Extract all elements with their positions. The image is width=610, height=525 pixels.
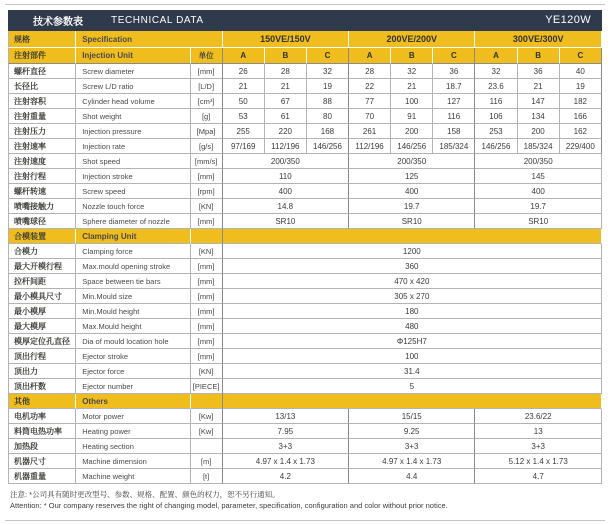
row-label-cn: 注射速度 bbox=[8, 154, 76, 169]
value-cell: 5 bbox=[223, 379, 602, 394]
table-row bbox=[8, 214, 602, 229]
section-unit-cell bbox=[191, 229, 223, 244]
value-cell: 40 bbox=[560, 64, 602, 79]
machine-model-code: YE120W bbox=[545, 14, 591, 26]
row-label-en: Machine weight bbox=[76, 469, 190, 484]
row-label-cn: 电机功率 bbox=[8, 409, 76, 424]
row-label-en: Injection pressure bbox=[76, 124, 190, 139]
value-cell: SR10 bbox=[475, 214, 602, 229]
value-cell: 23.6/22 bbox=[475, 409, 602, 424]
table-row bbox=[8, 364, 602, 379]
value-cell: 158 bbox=[433, 124, 475, 139]
table-row bbox=[8, 289, 602, 304]
value-cell: 97/169 bbox=[223, 139, 265, 154]
row-unit: [KN] bbox=[191, 364, 223, 379]
column-header: A bbox=[223, 48, 265, 64]
column-header: C bbox=[560, 48, 602, 64]
row-label-en: Nozzle touch force bbox=[76, 199, 190, 214]
row-label-cn: 顶出力 bbox=[8, 364, 76, 379]
value-cell: 14.8 bbox=[223, 199, 349, 214]
value-cell: 19 bbox=[307, 79, 349, 94]
table-row bbox=[8, 94, 602, 109]
row-label-cn: 螺杆直径 bbox=[8, 64, 76, 79]
section-filler bbox=[223, 229, 602, 244]
table-row bbox=[8, 184, 602, 199]
unit-column-header: 单位 bbox=[191, 48, 223, 64]
value-cell: 162 bbox=[560, 124, 602, 139]
value-cell: 146/256 bbox=[307, 139, 349, 154]
value-cell: 400 bbox=[475, 184, 602, 199]
value-cell: 200/350 bbox=[349, 154, 475, 169]
value-cell: 36 bbox=[518, 64, 560, 79]
value-cell: SR10 bbox=[223, 214, 349, 229]
table-row bbox=[8, 154, 602, 169]
section-label-cn: 其他 bbox=[8, 394, 76, 409]
row-label-cn: 注射部件 bbox=[8, 48, 76, 64]
value-cell: 3+3 bbox=[475, 439, 602, 454]
column-header: B bbox=[518, 48, 560, 64]
value-cell: 360 bbox=[223, 259, 602, 274]
row-label-en: Screw diameter bbox=[76, 64, 190, 79]
model-name: 200VE/200V bbox=[349, 31, 475, 48]
row-unit: [mm] bbox=[191, 214, 223, 229]
value-cell: 145 bbox=[475, 169, 602, 184]
value-cell: 305 x 270 bbox=[223, 289, 602, 304]
row-label-cn: 螺杆转速 bbox=[8, 184, 76, 199]
value-cell: 3+3 bbox=[223, 439, 349, 454]
value-cell: 220 bbox=[265, 124, 307, 139]
value-cell: 22 bbox=[349, 79, 391, 94]
row-label-en: Dia of mould location hole bbox=[76, 334, 190, 349]
value-cell: 18.7 bbox=[433, 79, 475, 94]
row-label-cn: 机器重量 bbox=[8, 469, 76, 484]
value-cell: 229/400 bbox=[560, 139, 602, 154]
row-label-cn: 最大开模行程 bbox=[8, 259, 76, 274]
row-label-en: Machine dimension bbox=[76, 454, 190, 469]
row-unit: [g/s] bbox=[191, 139, 223, 154]
value-cell: 200/350 bbox=[475, 154, 602, 169]
row-unit: [Mpa] bbox=[191, 124, 223, 139]
value-cell: 116 bbox=[475, 94, 517, 109]
row-unit: [mm] bbox=[191, 319, 223, 334]
page-title-en: TECHNICAL DATA bbox=[111, 14, 204, 26]
row-label-en: Ejector stroke bbox=[76, 349, 190, 364]
row-label-en: Injection Unit bbox=[76, 48, 190, 64]
value-cell: 15/15 bbox=[349, 409, 475, 424]
value-cell: 31.4 bbox=[223, 364, 602, 379]
value-cell: SR10 bbox=[349, 214, 475, 229]
model-name: 300VE/300V bbox=[475, 31, 602, 48]
table-row bbox=[8, 169, 602, 184]
section-row bbox=[8, 229, 602, 244]
table-row bbox=[8, 424, 602, 439]
row-unit: [PIECE] bbox=[191, 379, 223, 394]
row-unit: [mm] bbox=[191, 349, 223, 364]
value-cell: 13/13 bbox=[223, 409, 349, 424]
value-cell: 70 bbox=[349, 109, 391, 124]
row-label-cn: 模厚定位孔直径 bbox=[8, 334, 76, 349]
row-label-en: Injection stroke bbox=[76, 169, 190, 184]
value-cell: 7.95 bbox=[223, 424, 349, 439]
value-cell: 134 bbox=[518, 109, 560, 124]
row-unit: [rpm] bbox=[191, 184, 223, 199]
value-cell: 32 bbox=[391, 64, 433, 79]
section-row bbox=[8, 394, 602, 409]
value-cell: 146/256 bbox=[391, 139, 433, 154]
row-label-en: Motor power bbox=[76, 409, 190, 424]
row-label-en: Ejector number bbox=[76, 379, 190, 394]
value-cell: 255 bbox=[223, 124, 265, 139]
row-label-cn: 顶出杆数 bbox=[8, 379, 76, 394]
section-filler bbox=[223, 394, 602, 409]
row-label-en: Cylinder head volume bbox=[76, 94, 190, 109]
row-unit: [t] bbox=[191, 469, 223, 484]
row-unit: [mm] bbox=[191, 289, 223, 304]
row-label-en: Injection rate bbox=[76, 139, 190, 154]
value-cell: 19.7 bbox=[349, 199, 475, 214]
value-cell: 470 x 420 bbox=[223, 274, 602, 289]
row-label-en: Heating section bbox=[76, 439, 190, 454]
value-cell: 4.97 x 1.4 x 1.73 bbox=[223, 454, 349, 469]
row-label-en: Screw speed bbox=[76, 184, 190, 199]
row-unit: [mm] bbox=[191, 304, 223, 319]
value-cell: 19.7 bbox=[475, 199, 602, 214]
section-unit-cell bbox=[191, 394, 223, 409]
value-cell: 9.25 bbox=[349, 424, 475, 439]
value-cell: 13 bbox=[475, 424, 602, 439]
value-cell: 1200 bbox=[223, 244, 602, 259]
value-cell: 21 bbox=[518, 79, 560, 94]
value-cell: 3+3 bbox=[349, 439, 475, 454]
table-row bbox=[8, 349, 602, 364]
value-cell: 112/196 bbox=[349, 139, 391, 154]
row-label-cn: 喷嘴接触力 bbox=[8, 199, 76, 214]
value-cell: 106 bbox=[475, 109, 517, 124]
row-label-en: Shot speed bbox=[76, 154, 190, 169]
table-row bbox=[8, 259, 602, 274]
value-cell: 4.2 bbox=[223, 469, 349, 484]
value-cell: 36 bbox=[433, 64, 475, 79]
column-header: A bbox=[349, 48, 391, 64]
table-row bbox=[8, 31, 602, 48]
value-cell: 112/196 bbox=[265, 139, 307, 154]
row-label-en: Shot weight bbox=[76, 109, 190, 124]
table-row bbox=[8, 409, 602, 424]
row-unit: [mm] bbox=[191, 334, 223, 349]
column-header: C bbox=[307, 48, 349, 64]
row-label-cn: 料筒电热功率 bbox=[8, 424, 76, 439]
row-label-cn: 机器尺寸 bbox=[8, 454, 76, 469]
row-label-cn: 最小模具尺寸 bbox=[8, 289, 76, 304]
row-label-en: Clamping force bbox=[76, 244, 190, 259]
row-label-cn: 最小模厚 bbox=[8, 304, 76, 319]
row-label-cn: 注射压力 bbox=[8, 124, 76, 139]
row-label-en: Min.Mould size bbox=[76, 289, 190, 304]
row-label-cn: 规格 bbox=[8, 31, 76, 48]
row-label-cn: 长径比 bbox=[8, 79, 76, 94]
value-cell: 400 bbox=[349, 184, 475, 199]
table-row bbox=[8, 439, 602, 454]
value-cell: 19 bbox=[560, 79, 602, 94]
value-cell: 28 bbox=[265, 64, 307, 79]
title-row bbox=[8, 10, 602, 31]
value-cell: 21 bbox=[223, 79, 265, 94]
table-row bbox=[8, 79, 602, 94]
section-label-cn: 合模装置 bbox=[8, 229, 76, 244]
value-cell: 61 bbox=[265, 109, 307, 124]
value-cell: 182 bbox=[560, 94, 602, 109]
value-cell: 185/324 bbox=[433, 139, 475, 154]
value-cell: 28 bbox=[349, 64, 391, 79]
column-header: B bbox=[391, 48, 433, 64]
table-row bbox=[8, 274, 602, 289]
row-label-cn: 注射重量 bbox=[8, 109, 76, 124]
row-label-en: Max.Mould height bbox=[76, 319, 190, 334]
value-cell: 480 bbox=[223, 319, 602, 334]
value-cell: 147 bbox=[518, 94, 560, 109]
value-cell: 127 bbox=[433, 94, 475, 109]
row-unit: [mm] bbox=[191, 64, 223, 79]
table-row bbox=[8, 379, 602, 394]
row-label-cn: 注射容积 bbox=[8, 94, 76, 109]
row-unit: [L/D] bbox=[191, 79, 223, 94]
value-cell: 146/256 bbox=[475, 139, 517, 154]
row-unit: [mm] bbox=[191, 274, 223, 289]
value-cell: 200 bbox=[391, 124, 433, 139]
row-label-en: Screw L/D ratio bbox=[76, 79, 190, 94]
value-cell: 32 bbox=[475, 64, 517, 79]
row-label-cn: 合模力 bbox=[8, 244, 76, 259]
row-unit bbox=[191, 439, 223, 454]
value-cell: 4.7 bbox=[475, 469, 602, 484]
row-label-cn: 顶出行程 bbox=[8, 349, 76, 364]
row-label-en: Heating power bbox=[76, 424, 190, 439]
row-unit: [mm/s] bbox=[191, 154, 223, 169]
title-bar bbox=[9, 13, 601, 28]
table-row bbox=[8, 124, 602, 139]
row-label-cn: 拉杆间距 bbox=[8, 274, 76, 289]
table-row bbox=[8, 48, 602, 64]
value-cell: 261 bbox=[349, 124, 391, 139]
page-title-cn: 技术参数表 bbox=[33, 16, 83, 28]
value-cell: 100 bbox=[223, 349, 602, 364]
row-label-cn: 最大模厚 bbox=[8, 319, 76, 334]
table-row bbox=[8, 319, 602, 334]
model-name: 150VE/150V bbox=[223, 31, 349, 48]
row-label-en: Max.mould opening stroke bbox=[76, 259, 190, 274]
row-label-en: Space between tie bars bbox=[76, 274, 190, 289]
value-cell: 185/324 bbox=[518, 139, 560, 154]
value-cell: 77 bbox=[349, 94, 391, 109]
value-cell: 53 bbox=[223, 109, 265, 124]
value-cell: 116 bbox=[433, 109, 475, 124]
technical-data-table bbox=[8, 10, 602, 484]
value-cell: 125 bbox=[349, 169, 475, 184]
value-cell: 110 bbox=[223, 169, 349, 184]
footnote bbox=[10, 489, 448, 511]
value-cell: 100 bbox=[391, 94, 433, 109]
column-header: A bbox=[475, 48, 517, 64]
value-cell: 253 bbox=[475, 124, 517, 139]
row-unit: [mm] bbox=[191, 259, 223, 274]
value-cell: 21 bbox=[391, 79, 433, 94]
value-cell: 26 bbox=[223, 64, 265, 79]
row-label-cn: 注射行程 bbox=[8, 169, 76, 184]
table-row bbox=[8, 334, 602, 349]
footnote-en: Attention: * Our company reserves the right of changing model, parameter, specification, configuration and color without prior notice. bbox=[10, 501, 448, 510]
value-cell: 200/350 bbox=[223, 154, 349, 169]
value-cell: 21 bbox=[265, 79, 307, 94]
row-unit: [cm³] bbox=[191, 94, 223, 109]
table-row bbox=[8, 304, 602, 319]
value-cell: Φ125H7 bbox=[223, 334, 602, 349]
value-cell: 23.6 bbox=[475, 79, 517, 94]
row-unit: [Kw] bbox=[191, 424, 223, 439]
table-row bbox=[8, 109, 602, 124]
row-unit: [m] bbox=[191, 454, 223, 469]
value-cell: 4.97 x 1.4 x 1.73 bbox=[349, 454, 475, 469]
row-label-en: Specification bbox=[76, 31, 222, 48]
value-cell: 180 bbox=[223, 304, 602, 319]
value-cell: 32 bbox=[307, 64, 349, 79]
row-label-en: Min.Mould height bbox=[76, 304, 190, 319]
page-divider-bottom bbox=[5, 520, 605, 521]
row-unit: [g] bbox=[191, 109, 223, 124]
row-label-en: Sphere diameter of nozzle bbox=[76, 214, 190, 229]
row-label-en: Ejector force bbox=[76, 364, 190, 379]
row-unit: [KN] bbox=[191, 199, 223, 214]
title-cell bbox=[8, 10, 602, 31]
row-unit: [mm] bbox=[191, 169, 223, 184]
value-cell: 80 bbox=[307, 109, 349, 124]
column-header: C bbox=[433, 48, 475, 64]
value-cell: 4.4 bbox=[349, 469, 475, 484]
row-unit: [KN] bbox=[191, 244, 223, 259]
section-label-en: Clamping Unit bbox=[76, 229, 190, 244]
column-header: B bbox=[265, 48, 307, 64]
page-divider-top bbox=[5, 4, 605, 5]
value-cell: 67 bbox=[265, 94, 307, 109]
row-unit: [Kw] bbox=[191, 409, 223, 424]
table-row bbox=[8, 199, 602, 214]
table-row bbox=[8, 454, 602, 469]
value-cell: 168 bbox=[307, 124, 349, 139]
row-label-cn: 喷嘴球径 bbox=[8, 214, 76, 229]
footnote-cn: 注意: *公司具有随时更改型号、参数、规格、配置、颜色的权力，恕不另行通知。 bbox=[10, 490, 280, 499]
value-cell: 166 bbox=[560, 109, 602, 124]
table-row bbox=[8, 139, 602, 154]
value-cell: 91 bbox=[391, 109, 433, 124]
value-cell: 50 bbox=[223, 94, 265, 109]
row-label-cn: 加热段 bbox=[8, 439, 76, 454]
section-label-en: Others bbox=[76, 394, 190, 409]
value-cell: 88 bbox=[307, 94, 349, 109]
value-cell: 400 bbox=[223, 184, 349, 199]
value-cell: 5.12 x 1.4 x 1.73 bbox=[475, 454, 602, 469]
table-row bbox=[8, 64, 602, 79]
table-row bbox=[8, 244, 602, 259]
value-cell: 200 bbox=[518, 124, 560, 139]
row-label-cn: 注射速率 bbox=[8, 139, 76, 154]
table-row bbox=[8, 469, 602, 484]
